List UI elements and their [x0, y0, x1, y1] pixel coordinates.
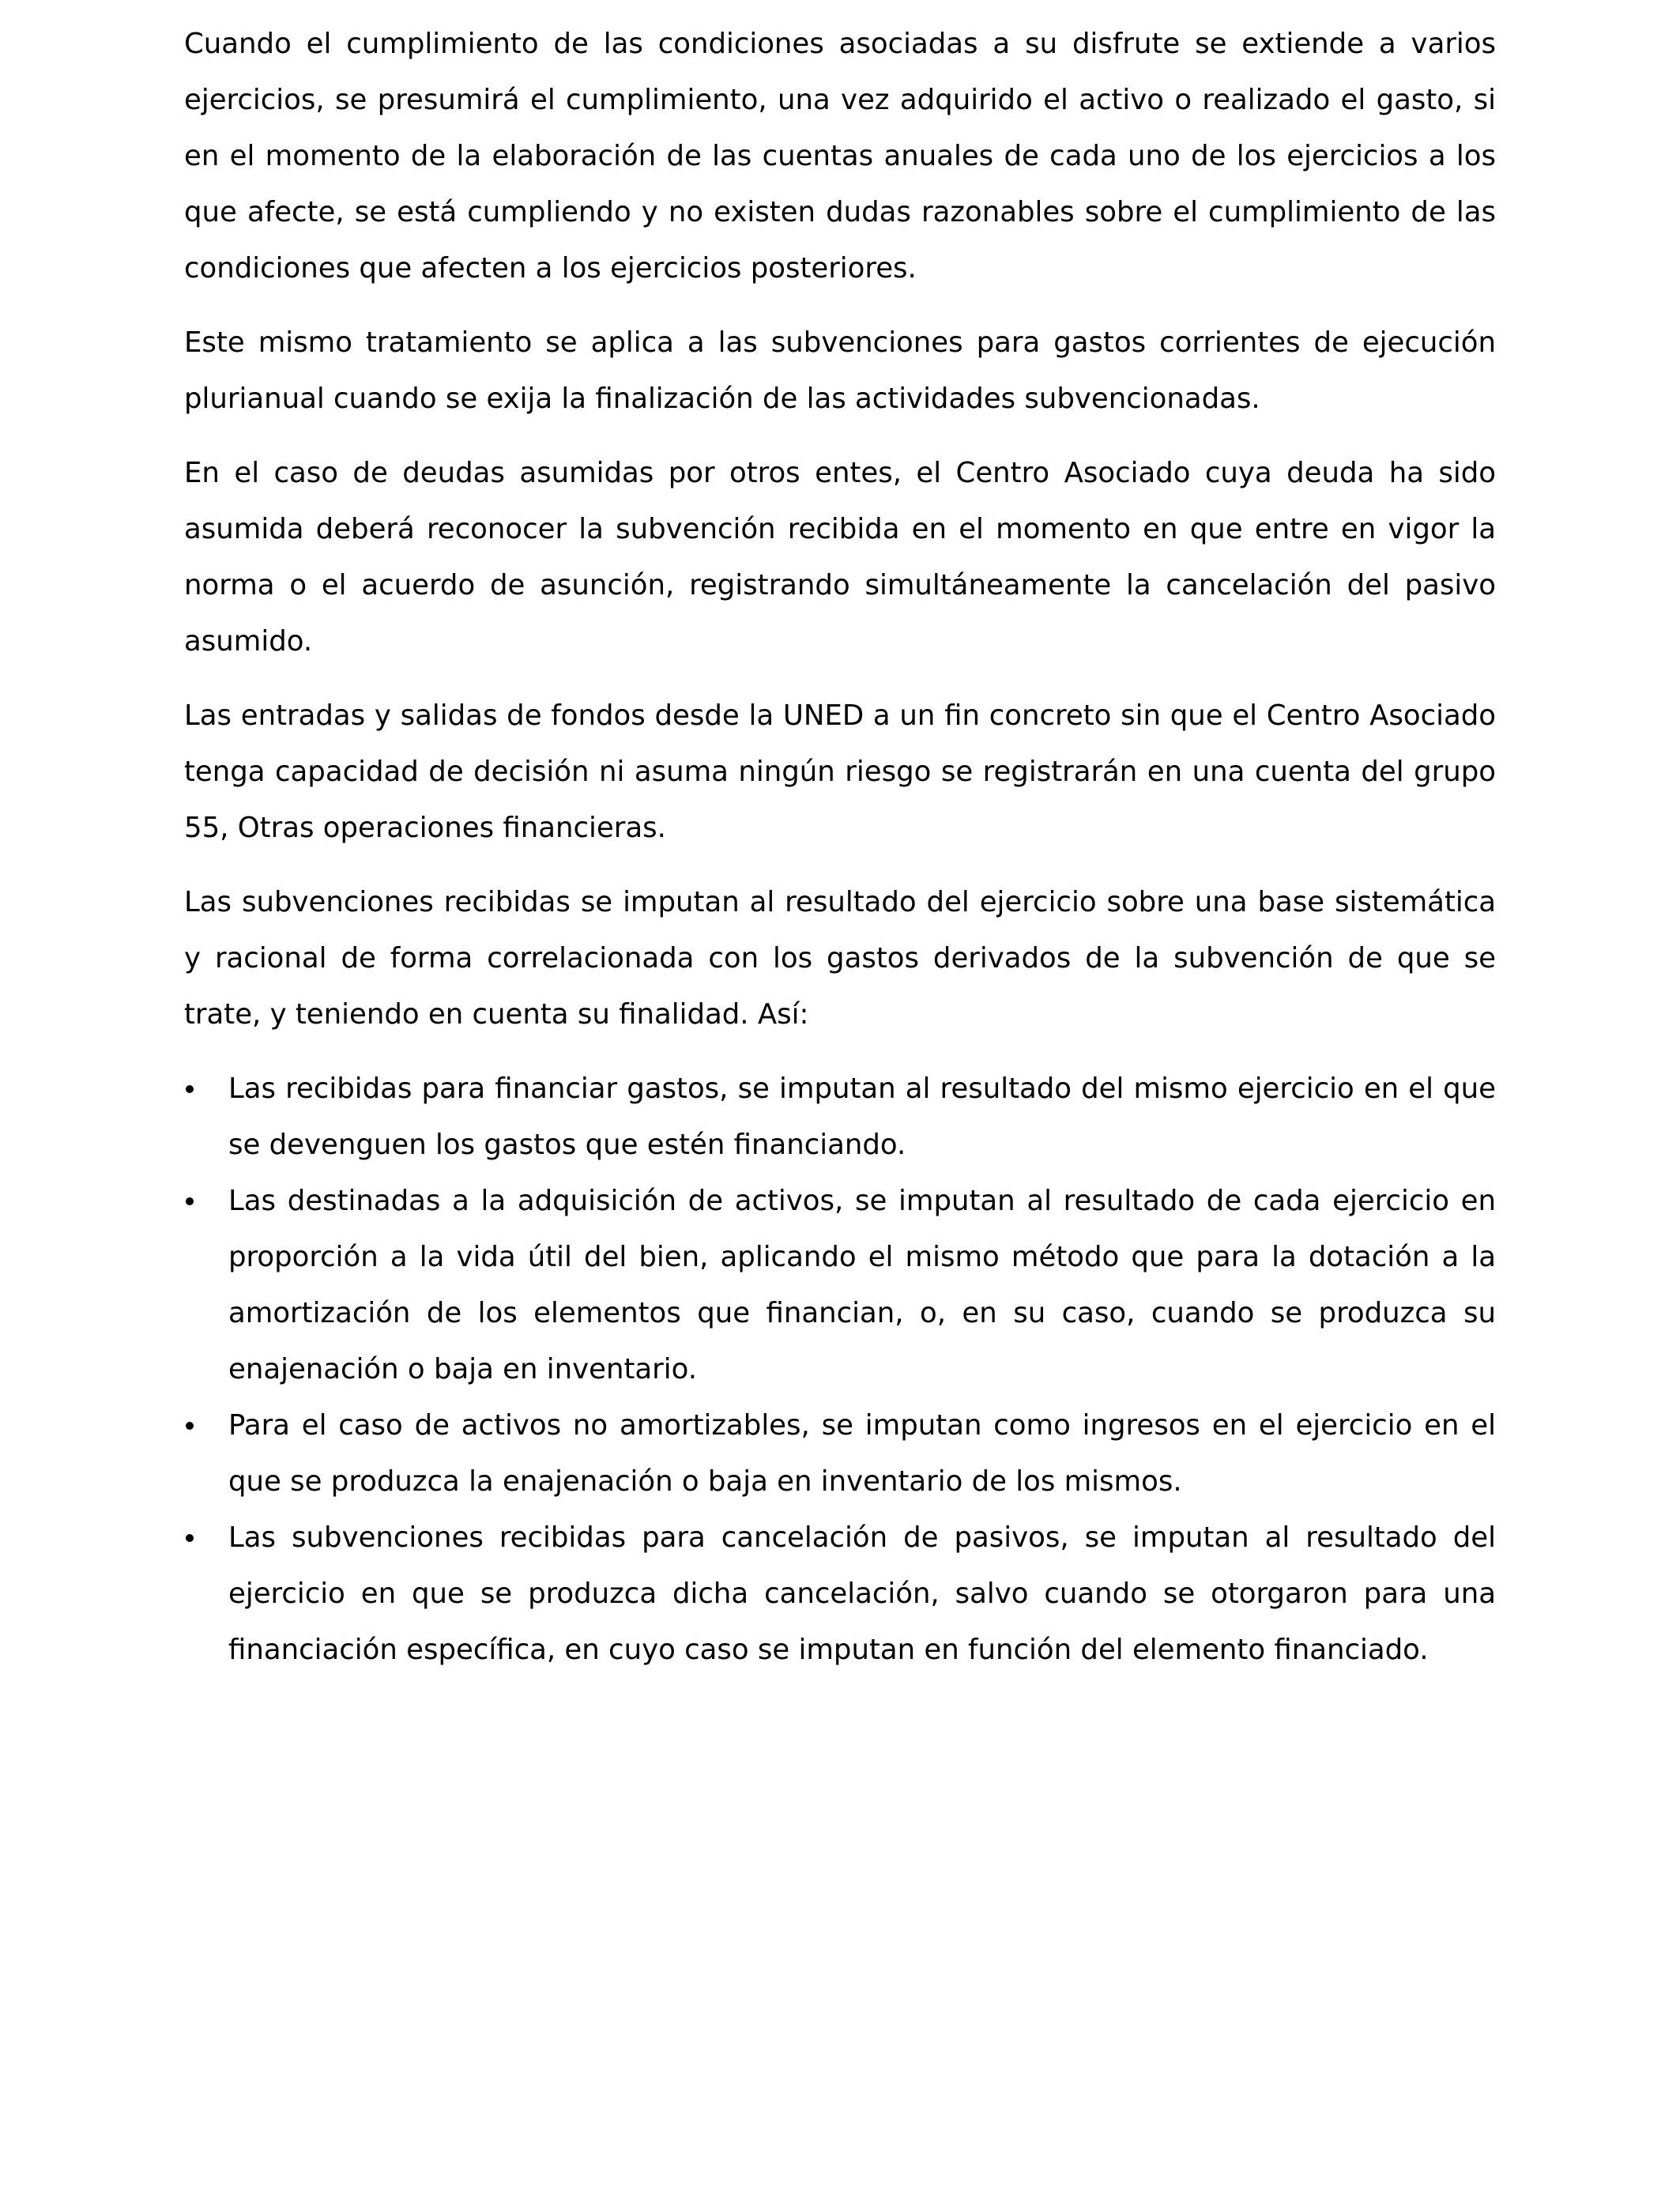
paragraph-fund-flows: Las entradas y salidas de fondos desde la UNED a un fin concreto sin que el Centro Asociado tenga capacidad de decisión ni asuma ningún riesgo se registrarán en una cuenta del grupo 55, Otras operaciones financieras. — [184, 699, 1496, 844]
document-body — [184, 16, 1496, 1678]
list-item-text: Las destinadas a la adquisición de activos, se imputan al resultado de cada ejercicio en proporción a la vida útil del bien, aplicando el mismo método que para la dotación a la amortización de los elementos que financian, o, en su caso, cuando se produzca su enajenación o baja en inventario. — [228, 1185, 1496, 1385]
list-item-text: Las subvenciones recibidas para cancelación de pasivos, se imputan al resultado del ejercicio en que se produzca dicha cancelación, salvo cuando se otorgaron para una financiación específica, en cuyo caso se imputan en función del elemento financiado. — [228, 1521, 1496, 1666]
list-item — [184, 1397, 1496, 1510]
list-item-text: Las recibidas para financiar gastos, se imputan al resultado del mismo ejercicio en el que se devenguen los gastos que estén financiando. — [228, 1072, 1496, 1161]
list-item-text: Para el caso de activos no amortizables, se imputan como ingresos en el ejercicio en el que se produzca la enajenación o baja en inventario de los mismos. — [228, 1409, 1496, 1498]
paragraph-current-expenses: Este mismo tratamiento se aplica a las subvenciones para gastos corrientes de ejecución plurianual cuando se exija la finalización de las actividades subvencionadas. — [184, 326, 1496, 415]
bullet-list — [184, 1061, 1496, 1678]
paragraph-multi-year-conditions: Cuando el cumplimiento de las condiciones asociadas a su disfrute se extiende a varios ejercicios, se presumirá el cumplimiento, una vez adquirido el activo o realizado el gasto, si en el momento de la elaboración de las cuentas anuales de cada uno de los ejercicios a los que afecte, se está cumpliendo y no existen dudas razonables sobre el cumplimiento de las condiciones que afecten a los ejercicios posteriores. — [184, 28, 1496, 285]
list-item — [184, 1061, 1496, 1173]
paragraph-imputation-intro: Las subvenciones recibidas se imputan al resultado del ejercicio sobre una base sistemática y racional de forma correlacionada con los gastos derivados de la subvención de que se trate, y teniendo en cuenta su finalidad. Así: — [184, 886, 1496, 1031]
list-item — [184, 1510, 1496, 1678]
paragraph-assumed-debts: En el caso de deudas asumidas por otros entes, el Centro Asociado cuya deuda ha sido asumida deberá reconocer la subvención recibida en el momento en que entre en vigor la norma o el acuerdo de asunción, registrando simultáneamente la cancelación del pasivo asumido. — [184, 457, 1496, 658]
list-item — [184, 1173, 1496, 1397]
